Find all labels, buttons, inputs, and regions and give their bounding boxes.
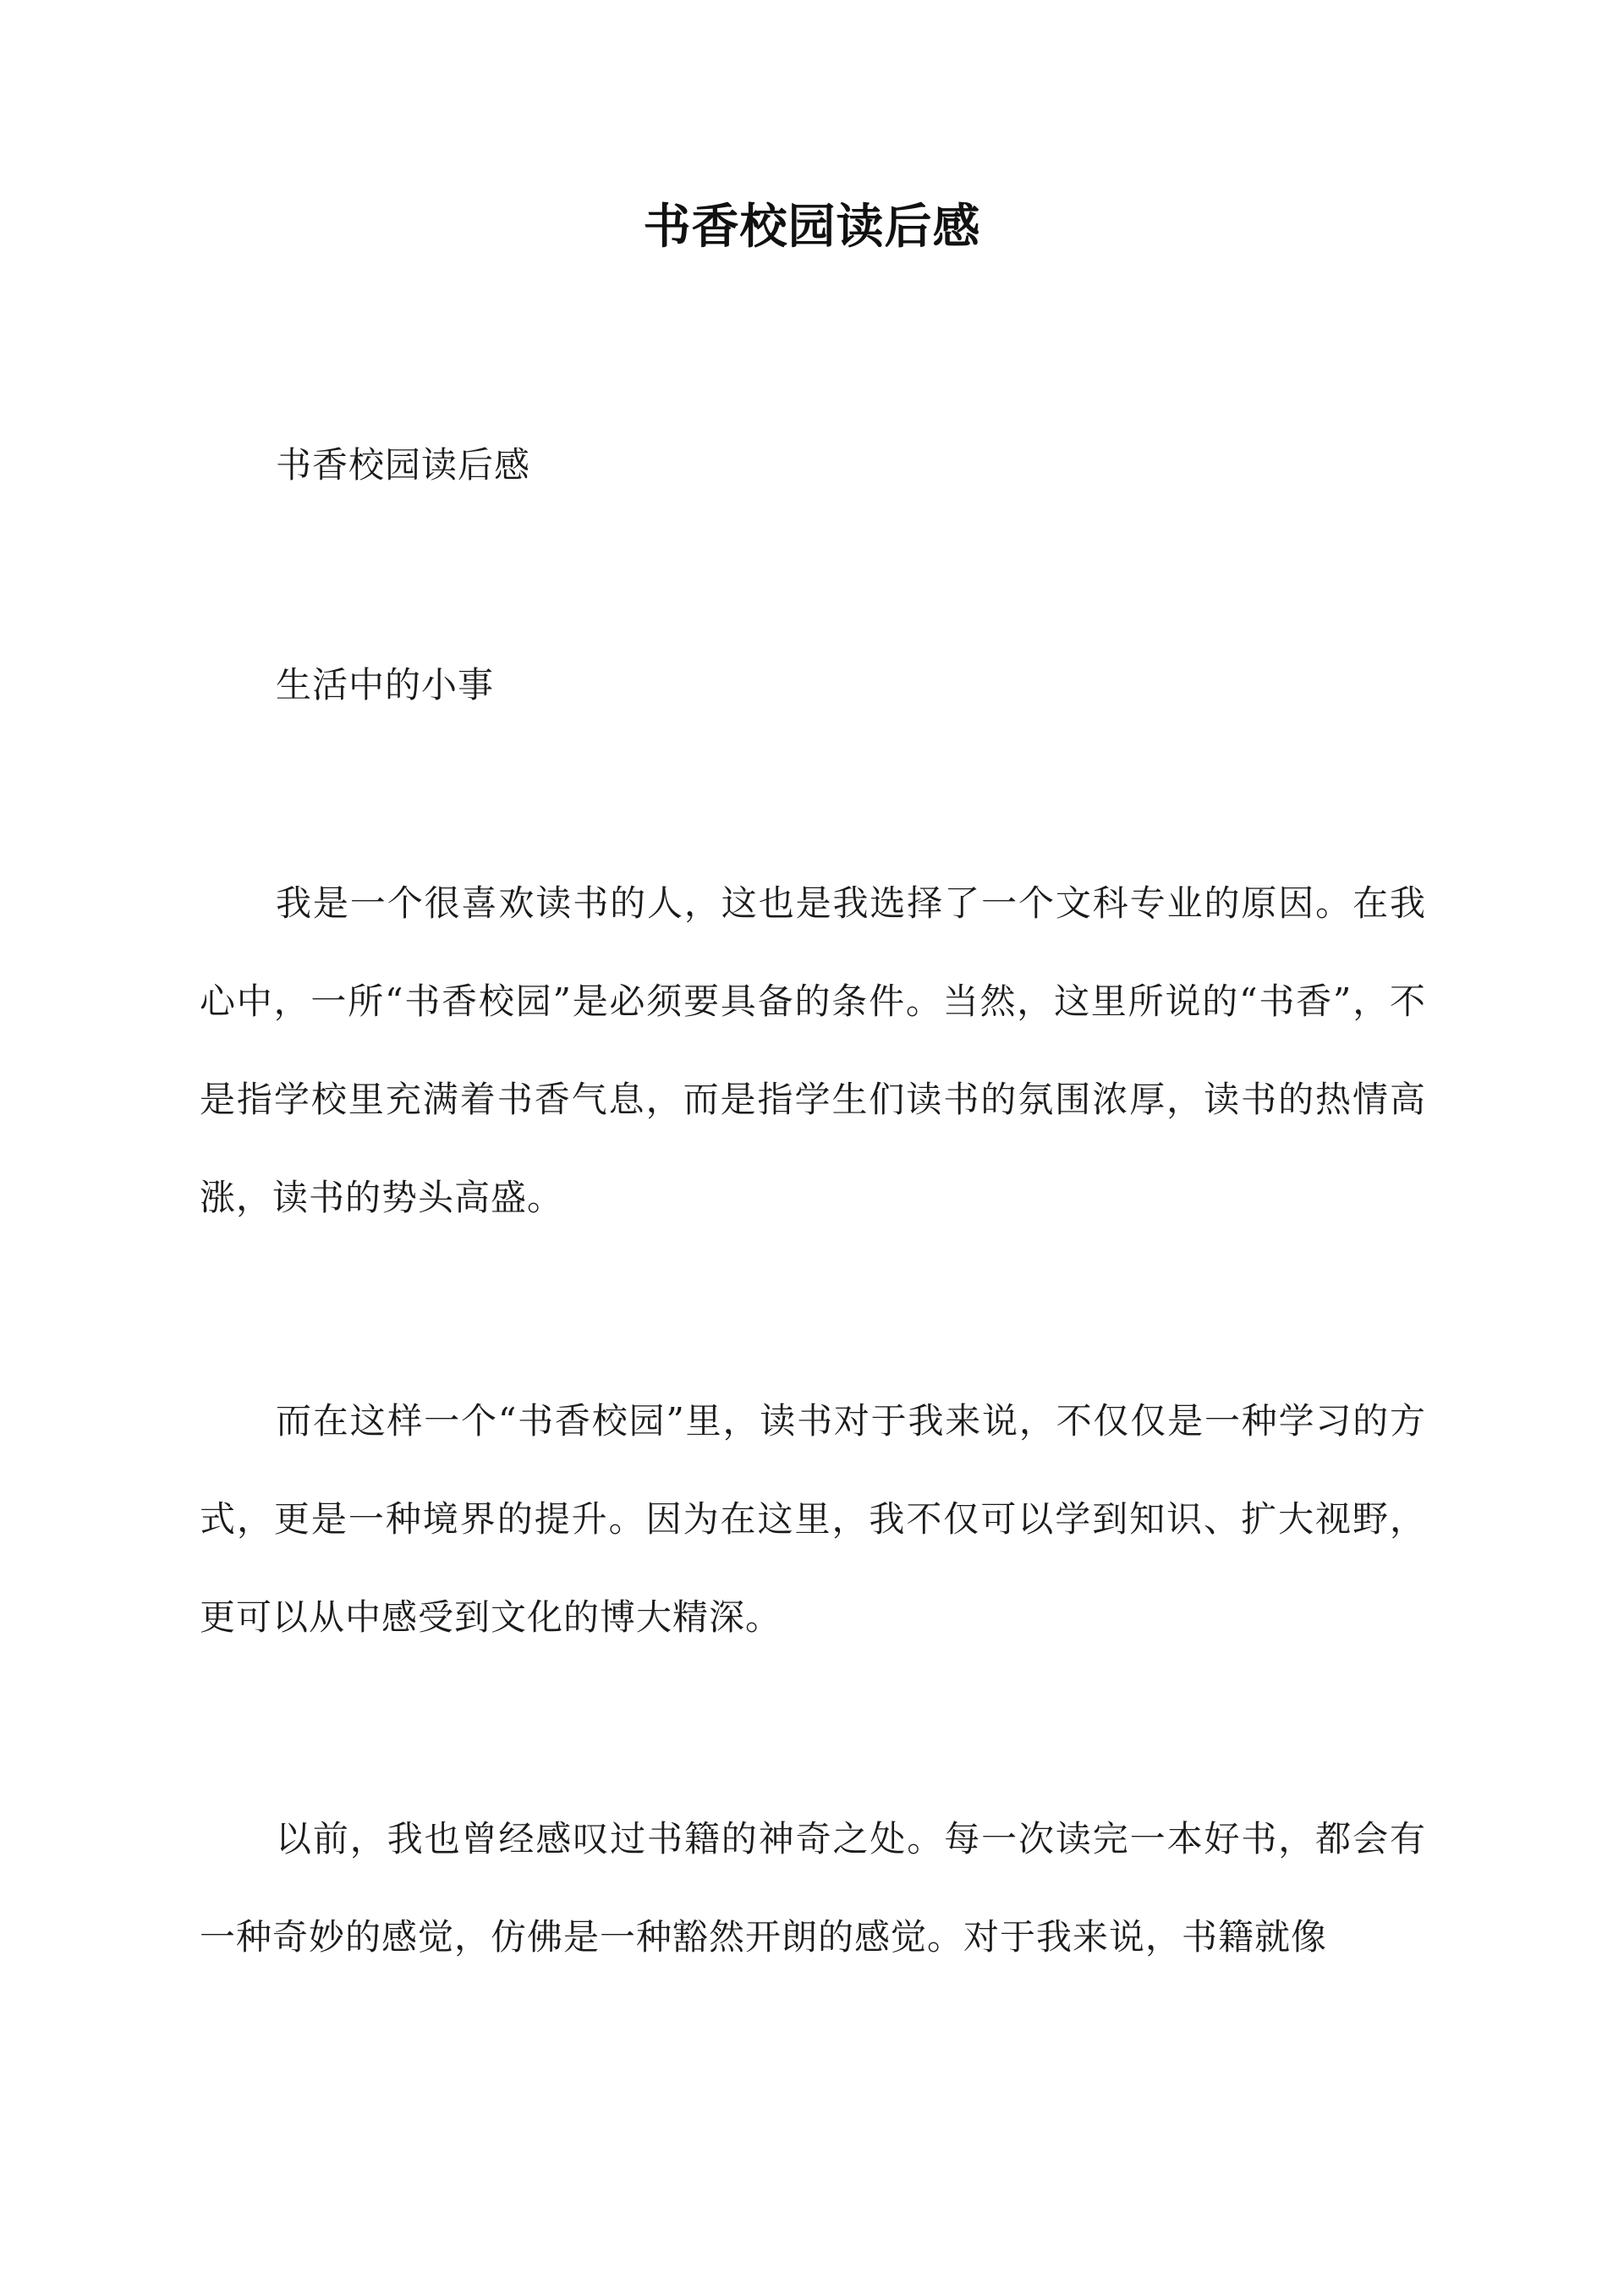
paragraph: 而在这样一个“书香校园”里，读书对于我来说，不仅仅是一种学习的方式，更是一种境界的提升。因为在这里，我不仅可以学到知识、扩大视野，更可以从中感受到文化的博大精深。: [200, 1400, 1426, 1638]
paragraph: 我是一个很喜欢读书的人，这也是我选择了一个文科专业的原因。在我心中，一所“书香校园”是必须要具备的条件。当然，这里所说的“书香”，不是指学校里充满着书香气息，而是指学生们读书的氛围浓厚，读书的热情高涨，读书的势头高盛。: [200, 882, 1426, 1218]
document-subtitle: 书香校园读后感: [276, 444, 531, 486]
document-title: 书香校园读后感: [643, 199, 981, 255]
paragraph: 以前，我也曾经感叹过书籍的神奇之处。每一次读完一本好书，都会有一种奇妙的感觉，仿佛是一种豁然开朗的感觉。对于我来说，书籍就像: [200, 1818, 1426, 1958]
section-heading: 生活中的小事: [276, 664, 495, 706]
